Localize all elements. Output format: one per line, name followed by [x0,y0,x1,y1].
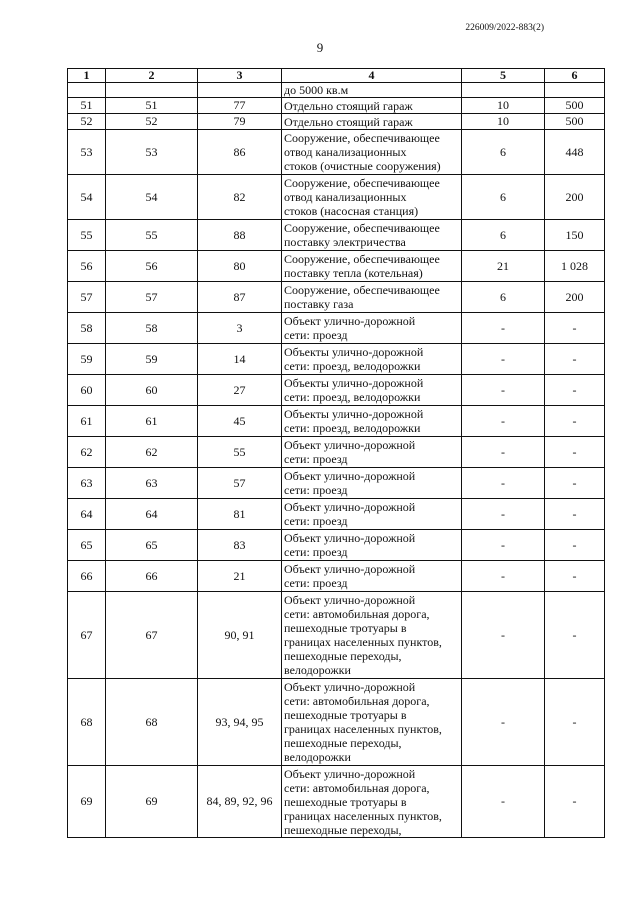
cell-col-5: - [462,313,545,344]
cell-line: сети: проезд, велодорожки [284,359,421,373]
header-col-4: 4 [282,69,462,83]
cell-line: Сооружение, обеспечивающее [284,221,440,235]
cell-col-1: 57 [68,282,106,313]
cell-col-3: 81 [198,499,282,530]
cell-col-2: 68 [106,679,198,766]
cell-col-6: - [545,375,605,406]
cell-col-4 [282,282,462,313]
cell-col-5: 10 [462,114,545,130]
cell-col-3: 3 [198,313,282,344]
cell-line: Отдельно стоящий гараж [284,114,413,129]
cell-col-5: - [462,437,545,468]
cell-col-3: 88 [198,220,282,251]
cell-col-5: 21 [462,251,545,282]
cell-line: Объект улично-дорожной [284,314,416,328]
cell-col-1: 55 [68,220,106,251]
cell-col-6: 500 [545,114,605,130]
cell-col-1: 67 [68,592,106,679]
cell-line: пешеходные тротуары в [284,621,407,635]
cell-line: сети: автомобильная дорога, [284,780,430,795]
cell-col-3: 93, 94, 95 [198,679,282,766]
cell-col-5: 6 [462,282,545,313]
cell-line: стоков (очистные сооружения) [284,159,441,173]
cell-col-1: 54 [68,175,106,220]
table-row [68,468,605,499]
cell-line: сети: проезд, велодорожки [284,390,421,404]
cell-line: сети: проезд [284,576,348,590]
cell-col-2: 57 [106,282,198,313]
cell-line: пешеходные тротуары в [284,794,407,809]
cell-col-5: 6 [462,130,545,175]
cell-line: сети: автомобильная дорога, [284,694,430,708]
cell-col-3: 90, 91 [198,592,282,679]
cell-col-5: - [462,344,545,375]
cell-line: Объект улично-дорожной [284,766,416,781]
table-row [68,679,605,766]
cell-col-1: 64 [68,499,106,530]
cell-col-3: 87 [198,282,282,313]
table-row [68,251,605,282]
cell-line: пешеходные тротуары в [284,708,407,722]
cell-line: отвод канализационных [284,145,407,159]
cell-col-3: 79 [198,114,282,130]
cell-line: Объект улично-дорожной [284,469,416,483]
cell-col-4 [282,114,462,130]
cell-col-1: 51 [68,98,106,114]
cell-col-4 [282,313,462,344]
cell-col-4 [282,130,462,175]
cell-line: границах населенных пунктов, [284,808,442,823]
header-col-6: 6 [545,69,605,83]
cell-col-6: - [545,313,605,344]
header-row [68,69,605,83]
table-row [68,592,605,679]
cell-col-2: 55 [106,220,198,251]
cell-col-4 [282,561,462,592]
cell-col-2: 51 [106,98,198,114]
cell-col-6: 150 [545,220,605,251]
cell-col-2: 65 [106,530,198,561]
cell-col-3: 77 [198,98,282,114]
table-row [68,499,605,530]
cell-line: сети: проезд, велодорожки [284,421,421,435]
table-row [68,130,605,175]
cell-col-1: 63 [68,468,106,499]
cell-col-3: 80 [198,251,282,282]
page-number: 9 [316,40,324,55]
cell-col-3: 14 [198,344,282,375]
cell-line: Объект улично-дорожной [284,438,416,452]
cell-col-5: - [462,468,545,499]
cell-line: Сооружение, обеспечивающее [284,176,440,190]
cell-col-4 [282,344,462,375]
cell-col-2: 64 [106,499,198,530]
cell-line: отвод канализационных [284,190,407,204]
cell-col-4 [282,406,462,437]
cell-col-2: 59 [106,344,198,375]
cell-col-3: 83 [198,530,282,561]
cell-col-6: - [545,530,605,561]
cell-line: Объект улично-дорожной [284,593,416,607]
cell-col-3 [198,83,282,98]
cell-col-6: - [545,437,605,468]
cell-col-5: 6 [462,220,545,251]
cell-line: поставку тепла (котельная) [284,266,423,280]
cell-col-6: - [545,679,605,766]
cell-col-4 [282,375,462,406]
cell-col-5: - [462,530,545,561]
table-row [68,766,605,838]
cell-col-2: 67 [106,592,198,679]
cell-col-5: - [462,375,545,406]
cell-col-1: 60 [68,375,106,406]
header-col-3: 3 [198,69,282,83]
cell-col-3: 27 [198,375,282,406]
cell-col-2: 58 [106,313,198,344]
cell-col-5: - [462,766,545,838]
cell-col-1: 66 [68,561,106,592]
cell-col-6: - [545,344,605,375]
cell-line: Объект улично-дорожной [284,680,416,694]
cell-line: пешеходные переходы, [284,649,402,663]
table-row [68,437,605,468]
cell-col-6: 448 [545,130,605,175]
cell-col-3: 45 [198,406,282,437]
cell-col-2: 52 [106,114,198,130]
cell-col-6: 1 028 [545,251,605,282]
table-row [68,313,605,344]
cell-col-5 [462,83,545,98]
cell-col-6: - [545,499,605,530]
cell-col-4 [282,592,462,679]
table-row [68,282,605,313]
cell-col-4 [282,220,462,251]
cell-line: Объекты улично-дорожной [284,345,424,359]
header-col-5: 5 [462,69,545,83]
cell-col-1: 69 [68,766,106,838]
cell-col-2: 62 [106,437,198,468]
cell-col-2: 66 [106,561,198,592]
cell-col-4 [282,175,462,220]
cell-col-4 [282,98,462,114]
cell-line: границах населенных пунктов, [284,722,442,736]
table-row [68,114,605,130]
table-row [68,344,605,375]
cell-col-1: 61 [68,406,106,437]
header-col-2: 2 [106,69,198,83]
cell-line: Сооружение, обеспечивающее [284,252,440,266]
cell-col-6: 200 [545,282,605,313]
continuation-row [68,83,605,98]
table-row [68,406,605,437]
cell-line: Отдельно стоящий гараж [284,98,413,113]
cell-line: велодорожки [284,663,351,677]
cell-col-6: - [545,561,605,592]
cell-col-2: 53 [106,130,198,175]
cell-col-3: 55 [198,437,282,468]
cell-col-1: 59 [68,344,106,375]
cell-col-6: - [545,766,605,838]
table-row [68,530,605,561]
cell-col-5: 10 [462,98,545,114]
cell-line: сети: автомобильная дорога, [284,607,430,621]
cell-col-2 [106,83,198,98]
cell-line: Объекты улично-дорожной [284,376,424,390]
cell-col-6: - [545,406,605,437]
cell-line: сети: проезд [284,452,348,466]
cell-col-5: - [462,406,545,437]
cell-col-5: - [462,679,545,766]
cell-col-1: 56 [68,251,106,282]
data-table [67,68,605,838]
cell-col-5: - [462,499,545,530]
cell-col-5: 6 [462,175,545,220]
cell-line: Объект улично-дорожной [284,500,416,514]
cell-col-2: 61 [106,406,198,437]
cell-line: Объекты улично-дорожной [284,407,424,421]
cell-col-4 [282,437,462,468]
cell-line: сети: проезд [284,328,348,342]
cell-col-4: до 5000 кв.м [282,83,462,98]
cell-col-6: - [545,592,605,679]
cell-col-2: 63 [106,468,198,499]
cell-col-1: 65 [68,530,106,561]
cell-col-3: 84, 89, 92, 96 [198,766,282,838]
cell-col-3: 57 [198,468,282,499]
cell-col-3: 86 [198,130,282,175]
cell-col-3: 21 [198,561,282,592]
cell-col-5: - [462,592,545,679]
cell-col-4 [282,766,462,838]
cell-line: велодорожки [284,750,351,764]
cell-line: сети: проезд [284,545,348,559]
header-col-1: 1 [68,69,106,83]
cell-col-6 [545,83,605,98]
document-id: 226009/2022-883(2) [465,23,544,33]
cell-line: поставку электричества [284,235,406,249]
cell-col-2: 54 [106,175,198,220]
cell-line: стоков (насосная станция) [284,204,419,218]
cell-line: Объект улично-дорожной [284,531,416,545]
cell-col-4 [282,468,462,499]
table-row [68,375,605,406]
cell-col-1: 52 [68,114,106,130]
cell-col-2: 60 [106,375,198,406]
cell-col-3: 82 [198,175,282,220]
cell-col-6: 500 [545,98,605,114]
cell-line: поставку газа [284,297,354,311]
cell-col-1: 68 [68,679,106,766]
table-row [68,98,605,114]
cell-col-4 [282,530,462,561]
table-row [68,175,605,220]
cell-col-4 [282,679,462,766]
cell-col-6: - [545,468,605,499]
cell-col-1: 58 [68,313,106,344]
cell-line: сети: проезд [284,483,348,497]
cell-line: границах населенных пунктов, [284,635,442,649]
cell-col-4 [282,499,462,530]
cell-line: пешеходные переходы, [284,822,402,837]
cell-col-1 [68,83,106,98]
cell-col-5: - [462,561,545,592]
cell-line: пешеходные переходы, [284,736,402,750]
cell-col-2: 56 [106,251,198,282]
cell-col-2: 69 [106,766,198,838]
cell-line: Сооружение, обеспечивающее [284,131,440,145]
cell-col-6: 200 [545,175,605,220]
cell-col-4 [282,251,462,282]
cell-line: Сооружение, обеспечивающее [284,283,440,297]
table-row [68,220,605,251]
cell-line: сети: проезд [284,514,348,528]
cell-line: Объект улично-дорожной [284,562,416,576]
table-row [68,561,605,592]
cell-col-1: 62 [68,437,106,468]
cell-col-1: 53 [68,130,106,175]
